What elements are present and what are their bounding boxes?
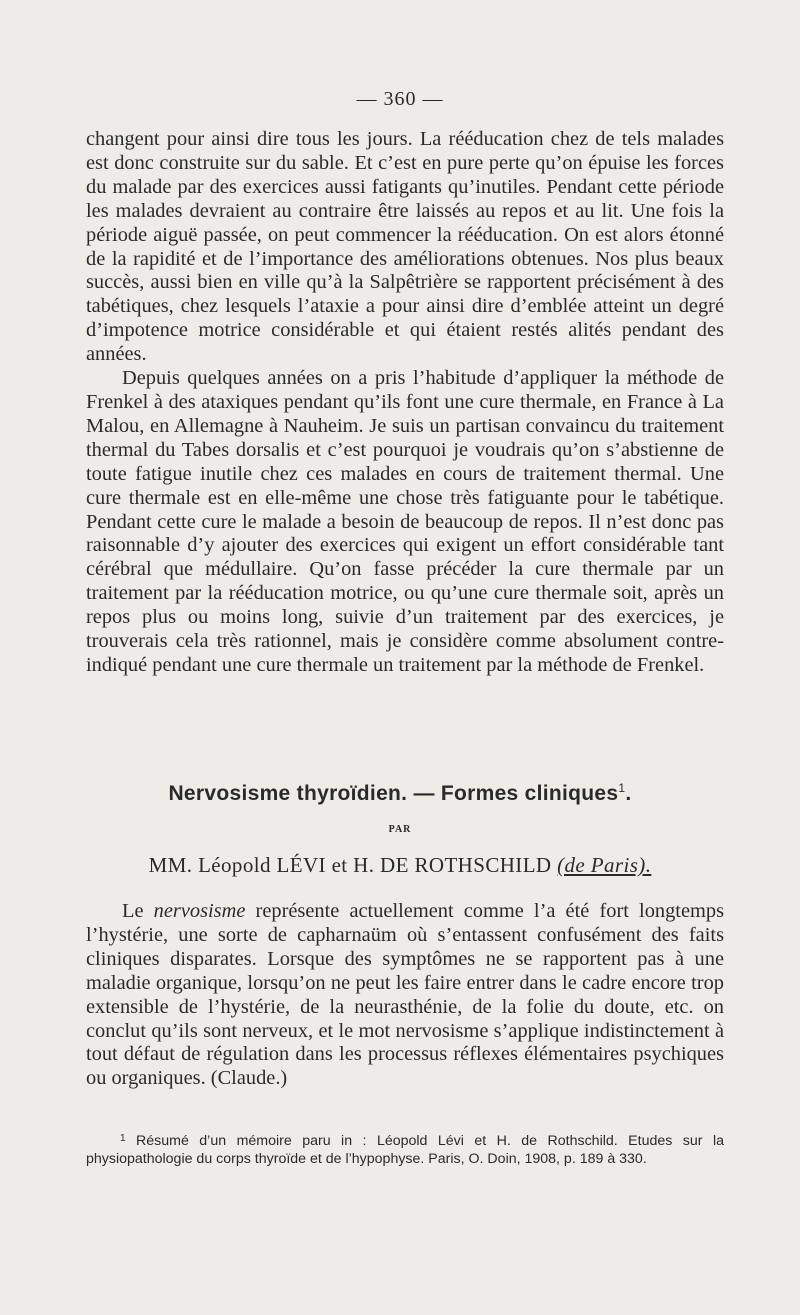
paragraph-1: changent pour ainsi dire tous les jours. La rééducation chez de tels malades est donc construite sur du sable. Et c’est en pure perte qu’on épuise les forces du malade par des exercices aussi fatigants qu’inutiles. Pendant cette période les malades devraient au contraire être laissés au repos et au lit. Une fois la période aiguë passée, on peut commencer la rééducation. On est alors étonné de la rapidité et de l’importance des améliorations obtenues. Nos plus beaux succès, aussi bien en ville qu’à la Salpêtrière se rapportent précisément à des tabétiques, chez lesquels l’ataxie a pour ainsi dire d’emblée atteint un degré d’impotence motrice considérable et qui étaient restés alités pendant des années. [86, 128, 724, 366]
footnote-mark: 1 [120, 1133, 126, 1144]
article-title-text: Nervosisme thyroïdien. — Formes cliniques [168, 782, 619, 805]
intro-word: Le [122, 900, 154, 922]
article-title [0, 781, 800, 806]
title-footnote-mark[interactable]: 1 [618, 781, 626, 795]
article-authors [0, 853, 800, 878]
paragraph-2: Depuis quelques années on a pris l’habitude d’appliquer la méthode de Frenkel à des ataxiques pendant qu’ils font une cure thermale, en France à La Malou, en Allemagne à Nauheim. Je suis un partisan convaincu du traitement thermal du Tabes dorsalis et c’est pourquoi je voudrais qu’on s’abstienne de toute fatigue inutile chez ces malades en cours de traitement thermal. Une cure thermale est en elle-même une chose très fatiguante pour le tabétique. Pendant cette cure le malade a besoin de beaucoup de repos. Il n’est donc pas raisonnable d’y ajouter des exercices qui exigent un effort considérable tant cérébral que médullaire. Qu’on fasse précéder la cure thermale par un traitement par la rééducation motrice, ou qu’une cure thermale soit, après un repos plus ou moins long, suivie d’un traitement par des exercices, je trouverais cela très rationnel, mais je considère comme absolument contre-indiqué pendant une cure thermale un traitement par la méthode de Frenkel. [86, 367, 724, 676]
page-number: — 360 — [356, 88, 444, 110]
authors-place: (de Paris). [557, 853, 652, 877]
intro-emphasis: nervosisme [153, 900, 246, 922]
par-label: PAR [388, 824, 412, 835]
authors-names: MM. Léopold LÉVI et H. DE ROTHSCHILD [148, 853, 552, 877]
article-title-end: . [625, 782, 632, 805]
footnote [86, 1130, 724, 1168]
footnote-text: Résumé d’un mémoire paru in : Léopold Lévi et H. de Rothschild. Etudes sur la physiopathologie du corps thyroïde et de l’hypophyse. Paris, O. Doin, 1908, p. 189 à 330. [86, 1133, 724, 1167]
body-text-continued [86, 128, 724, 678]
article-paragraph-1 [86, 900, 724, 1091]
article-body [86, 900, 724, 1091]
intro-rest: représente actuellement comme l’a été fort longtemps l’hystérie, une sorte de capharnaüm où s’entassent confusément des faits cliniques disparates. Lorsque des symptômes ne se rapportent pas à une maladie organique, lorsqu’on ne peut les faire entrer dans le cadre encore trop extensible de l’hystérie, de la neurasthénie, de la folie du doute, etc. on conclut qu’ils sont nerveux, et le mot nervosisme s’applique indistinctement à tout défaut de régulation dans les processus réflexes élémentaires psychiques ou organiques. (Claude.) [86, 900, 725, 1090]
